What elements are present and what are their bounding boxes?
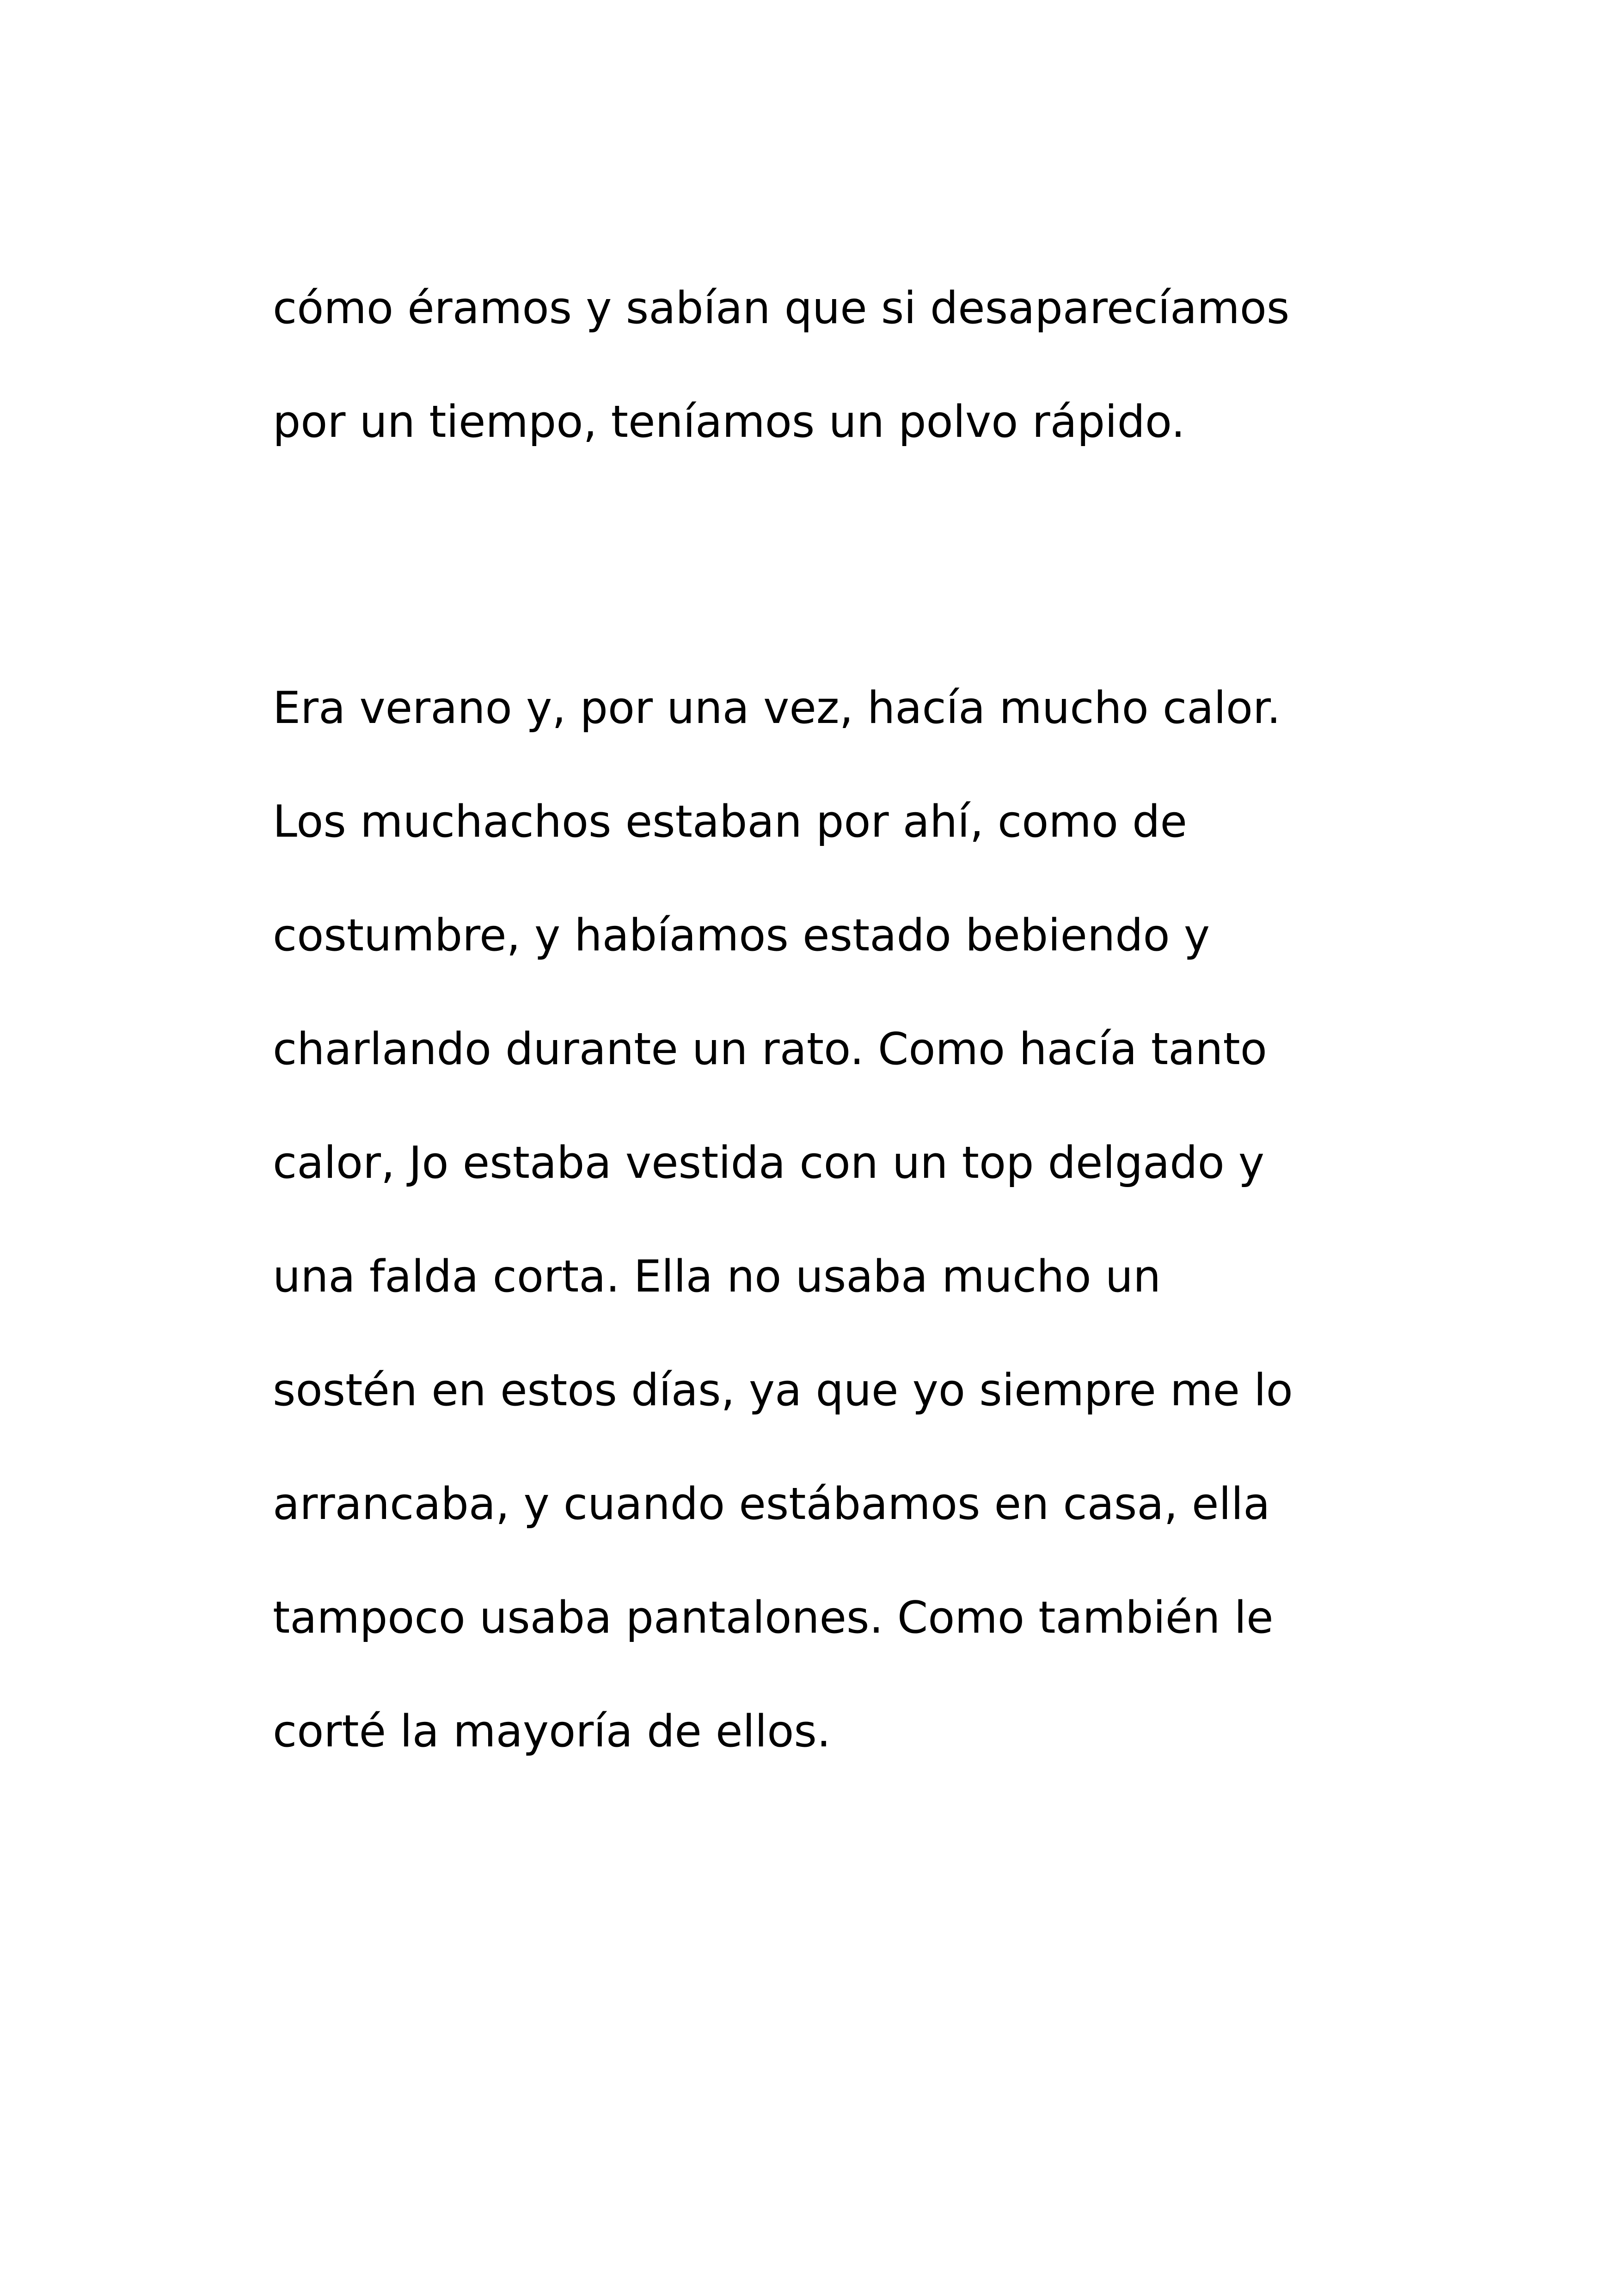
text-line: Los muchachos estaban por ahí, como de bbox=[273, 796, 1187, 847]
text-line: sostén en estos días, ya que yo siempre me lo bbox=[273, 1365, 1293, 1416]
text-line: costumbre, y habíamos estado bebiendo y bbox=[273, 910, 1210, 961]
text-line: una falda corta. Ella no usaba mucho un bbox=[273, 1251, 1161, 1302]
text-line: charlando durante un rato. Como hacía tanto bbox=[273, 1024, 1267, 1075]
text-line: calor, Jo estaba vestida con un top delgado y bbox=[273, 1138, 1265, 1188]
text-line: corté la mayoría de ellos. bbox=[273, 1706, 831, 1757]
text-line: arrancaba, y cuando estábamos en casa, ella bbox=[273, 1479, 1270, 1530]
text-line: por un tiempo, teníamos un polvo rápido. bbox=[273, 397, 1185, 447]
text-line: cómo éramos y sabían que si desaparecíamos bbox=[273, 283, 1290, 334]
text-line: tampoco usaba pantalones. Como también le bbox=[273, 1592, 1274, 1643]
text-line: Era verano y, por una vez, hacía mucho calor. bbox=[273, 683, 1281, 734]
